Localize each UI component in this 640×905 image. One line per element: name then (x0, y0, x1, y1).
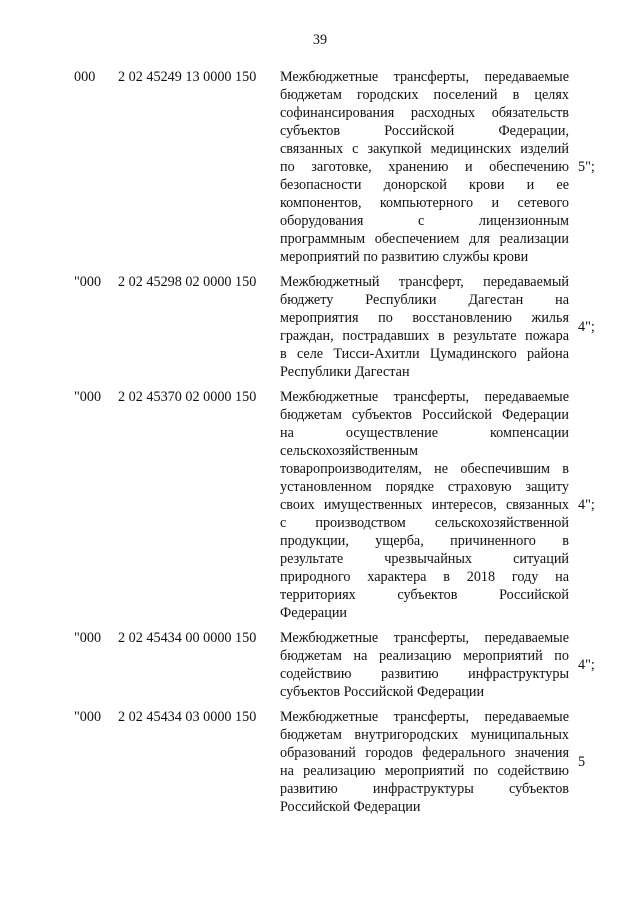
description-line: по заготовке, хранению и обеспечению (280, 159, 569, 175)
revenue-description (280, 68, 569, 266)
description-line: результате чрезвычайных ситуаций (280, 551, 569, 567)
description-line: Федерации (280, 605, 348, 621)
page-number: 39 (312, 32, 328, 48)
description-line: бюджетам субъектов Российской Федерации (280, 407, 569, 423)
budget-code-table (0, 68, 640, 823)
allocation-value: 4"; (578, 657, 595, 673)
table-row (0, 68, 640, 266)
admin-code: "000 (74, 709, 102, 725)
table-row (0, 388, 640, 622)
description-line: безопасности донорской крови и ее (280, 177, 569, 193)
allocation-value: 4"; (578, 319, 595, 335)
admin-code: "000 (74, 274, 102, 290)
budget-classification-code: 2 02 45434 00 0000 150 (118, 630, 257, 646)
description-line: граждан, пострадавших в результате пожара (280, 328, 569, 344)
description-line: связанных с закупкой медицинских изделий (280, 141, 569, 157)
table-row (0, 708, 640, 816)
description-line: установленном порядке страховую защиту (280, 479, 569, 495)
description-line: развитию инфраструктуры субъектов (280, 781, 569, 797)
description-line: субъектов Российской Федерации, (280, 123, 569, 139)
description-line: содействию развитию инфраструктуры (280, 666, 569, 682)
description-line: своих имущественных интересов, связанных (280, 497, 569, 513)
description-line: природного характера в 2018 году на (280, 569, 569, 585)
description-line: мероприятия по восстановлению жилья (280, 310, 569, 326)
description-line: мероприятий по развитию службы крови (280, 249, 529, 265)
revenue-description (280, 708, 569, 816)
description-line: территориях субъектов Российской (280, 587, 569, 603)
description-line: бюджетам внутригородских муниципальных (280, 727, 569, 743)
budget-classification-code: 2 02 45249 13 0000 150 (118, 69, 257, 85)
revenue-description (280, 629, 569, 701)
revenue-description (280, 273, 569, 381)
description-line: товаропроизводителям, не обеспечившим в (280, 461, 569, 477)
admin-code: "000 (74, 389, 102, 405)
budget-classification-code: 2 02 45434 03 0000 150 (118, 709, 257, 725)
description-line: бюджетам на реализацию мероприятий по (280, 648, 569, 664)
description-line: оборудования с лицензионным (280, 213, 569, 229)
table-row (0, 629, 640, 701)
description-line: на реализацию мероприятий по содействию (280, 763, 569, 779)
description-line: образований городов федерального значения (280, 745, 569, 761)
description-line: с производством сельскохозяйственной (280, 515, 569, 531)
budget-classification-code: 2 02 45370 02 0000 150 (118, 389, 257, 405)
budget-classification-code: 2 02 45298 02 0000 150 (118, 274, 257, 290)
description-line: Межбюджетные трансферты, передаваемые (280, 389, 569, 405)
description-line: бюджету Республики Дагестан на (280, 292, 569, 308)
description-line: субъектов Российской Федерации (280, 684, 485, 700)
description-line: Республики Дагестан (280, 364, 410, 380)
allocation-value: 5"; (578, 159, 595, 175)
description-line: Межбюджетные трансферты, передаваемые (280, 709, 569, 725)
allocation-value: 4"; (578, 497, 595, 513)
description-line: компонентов, компьютерного и сетевого (280, 195, 569, 211)
revenue-description (280, 388, 569, 622)
description-line: Межбюджетные трансферты, передаваемые (280, 630, 569, 646)
description-line: Межбюджетный трансферт, передаваемый (280, 274, 569, 290)
allocation-value: 5 (578, 754, 586, 770)
admin-code: 000 (74, 69, 96, 85)
description-line: продукции, ущерба, причиненного в (280, 533, 569, 549)
admin-code: "000 (74, 630, 102, 646)
description-line: в селе Тисси-Ахитли Цумадинского района (280, 346, 569, 362)
description-line: программным обеспечением для реализации (280, 231, 569, 247)
description-line: Межбюджетные трансферты, передаваемые (280, 69, 569, 85)
description-line: на осуществление компенсации (280, 425, 569, 441)
description-line: сельскохозяйственным (280, 443, 419, 459)
description-line: софинансирования расходных обязательств (280, 105, 569, 121)
table-row (0, 273, 640, 381)
description-line: Российской Федерации (280, 799, 421, 815)
description-line: бюджетам городских поселений в целях (280, 87, 569, 103)
